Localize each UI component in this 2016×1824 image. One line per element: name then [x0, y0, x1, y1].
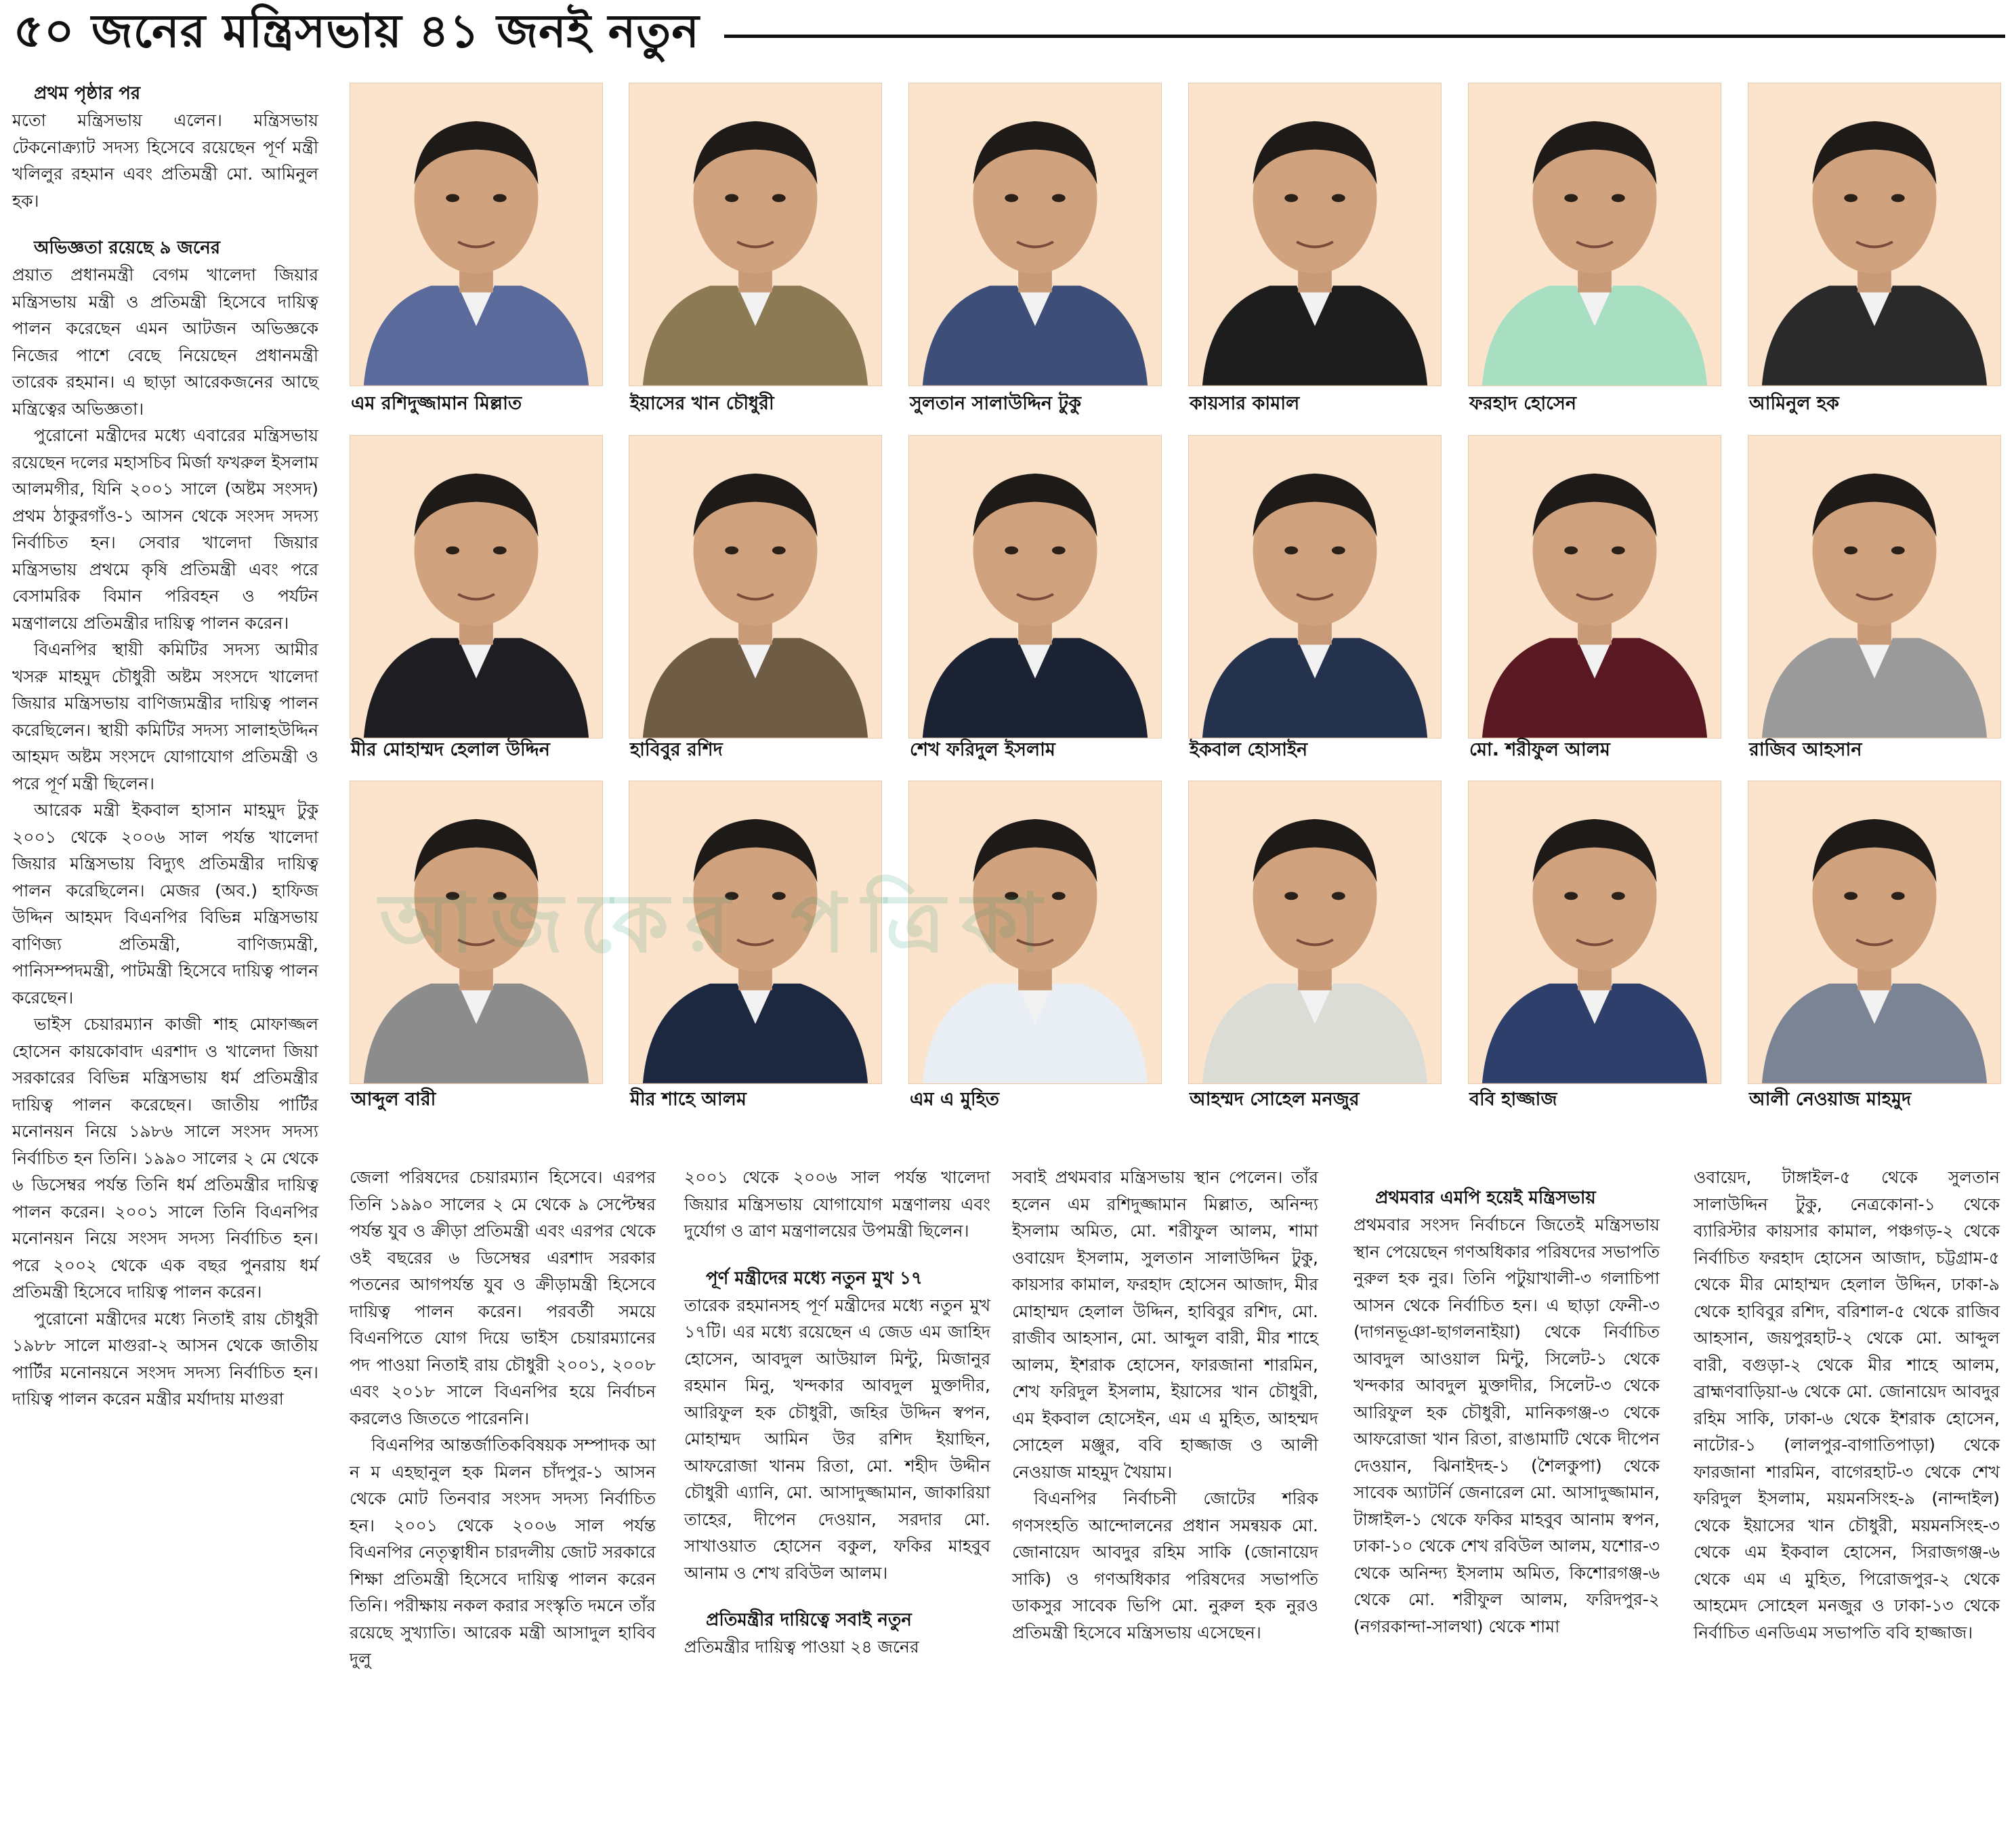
portrait-photo: [629, 781, 882, 1084]
portrait-photo: [908, 83, 1162, 386]
headline-bar: [14, 1, 2005, 66]
portrait-photo: [1748, 781, 2001, 1084]
photo-caption: ববি হাজ্জাজ: [1469, 1089, 1557, 1110]
portrait-photo: [629, 83, 882, 386]
photo-caption: এম এ মুহিত: [910, 1089, 1000, 1110]
paragraph: বিএনপির নির্বাচনী জোটের শরিক গণসংহতি আন্দোলনের প্রধান সমন্বয়ক মো. জোনায়েদ আবদুর রহিম সাকি (জোনায়েদ সাকি) ও গণঅধিকার পরিষদের সভাপতি ডাকসুর সাবেক ভিপি মো. নুরুল হক নুরও প্রতিমন্ত্রী হিসেবে মন্ত্রিসভায় এসেছেন।: [1012, 1489, 1318, 1642]
portrait-photo: [629, 435, 882, 739]
column-3: [684, 1164, 990, 1661]
photo-caption: আলী নেওয়াজ মাহমুদ: [1749, 1089, 1912, 1110]
portrait-photo: [1748, 435, 2001, 739]
headline: ৫০ জনের মন্ত্রিসভায় ৪১ জনই নতুন: [14, 4, 700, 58]
paragraph: প্রয়াত প্রধানমন্ত্রী বেগম খালেদা জিয়ার মন্ত্রিসভায় মন্ত্রী ও প্রতিমন্ত্রী হিসেবে দায়িত্ব পালন করেছেন এমন আটজন অভিজ্ঞকে নিজের পাশে বেছে নিয়েছেন প্রধানমন্ত্রী তারেক রহমান। এ ছাড়া আরেকজনের আছে মন্ত্রিত্বের অভিজ্ঞতা।: [12, 265, 318, 419]
paragraph: পুরোনো মন্ত্রীদের মধ্যে এবারের মন্ত্রিসভায় রয়েছেন দলের মহাসচিব মির্জা ফখরুল ইসলাম আলমগীর, যিনি ২০০১ সালে (অষ্টম সংসদ) প্রথম ঠাকুরগাঁও-১ আসন থেকে সংসদ সদস্য নির্বাচিত হন। সেবার খালেদা জিয়ার মন্ত্রিসভায় প্রথমে কৃষি প্রতিমন্ত্রী এবং পরে বেসামরিক বিমান পরিবহন ও পর্যটন মন্ত্রণালয়ে প্রতিমন্ত্রীর দায়িত্ব পালন করেন।: [12, 426, 318, 633]
photo-caption: মীর শাহে আলম: [630, 1089, 747, 1110]
photo-caption: সুলতান সালাউদ্দিন টুকু: [910, 393, 1082, 414]
paragraph: ওবায়েদ, টাঙ্গাইল-৫ থেকে সুলতান সালাউদ্দিন টুকু, নেত্রকোনা-১ থেকে ব্যারিস্টার কায়সার কামাল, পঞ্চগড়-২ থেকে নির্বাচিত ফরহাদ হোসেন আজাদ, চট্টগ্রাম-৫ থেকে মীর মোহাম্মদ হেলাল উদ্দিন, ঢাকা-৯ থেকে হাবিবুর রশিদ, বরিশাল-৫ থেকে রাজিব আহসান, জয়পুরহাট-২ থেকে মো. আব্দুল বারী, বগুড়া-২ থেকে মীর শাহে আলম, ব্রাহ্মণবাড়িয়া-৬ থেকে মো. জোনায়েদ আবদুর রহিম সাকি, ঢাকা-৬ থেকে ইশরাক হোসেন, নাটোর-১ (লালপুর-বাগাতিপাড়া) থেকে ফারজানা শারমিন, বাগেরহাট-৩ থেকে শেখ ফরিদুল ইসলাম, ময়মনসিংহ-৯ (নান্দাইল) থেকে ইয়াসের খান চৌধুরী, ময়মনসিংহ-৩ থেকে এম ইকবাল হোসেন, সিরাজগঞ্জ-৬ থেকে এম এ মুহিত, পিরোজপুর-২ থেকে আহমেদ সোহেল মনজুর ও ঢাকা-১৩ থেকে নির্বাচিত এনডিএম সভাপতি ববি হাজ্জাজ।: [1694, 1167, 2000, 1642]
portrait-photo: [908, 435, 1162, 739]
portrait-photo: [350, 781, 603, 1084]
subhead: প্রতিমন্ত্রীর দায়িত্বে সবাই নতুন: [706, 1610, 912, 1630]
photo-caption: আহম্মদ সোহেল মনজুর: [1190, 1089, 1360, 1110]
paragraph: প্রথমবার সংসদ নির্বাচনে জিতেই মন্ত্রিসভায় স্থান পেয়েছেন গণঅধিকার পরিষদের সভাপতি নুরুল হক নুর। তিনি পটুয়াখালী-৩ গলাচিপা আসন থেকে নির্বাচিত হন। এ ছাড়া ফেনী-৩ (দাগনভূঞা-ছাগলনাইয়া) থেকে নির্বাচিত আবদুল আওয়াল মিন্টু, সিলেট-১ থেকে খন্দকার আবদুল মুক্তাদীর, সিলেট-৩ থেকে আরিফুল হক চৌধুরী, মানিকগঞ্জ-৩ থেকে আফরোজা খান রিতা, রাঙামাটি থেকে দীপেন দেওয়ান, ঝিনাইদহ-১ (শৈলকুপা) থেকে সাবেক অ্যাটর্নি জেনারেল মো. আসাদুজ্জামান, টাঙ্গাইল-১ থেকে ফকির মাহবুব আনাম স্বপন, ঢাকা-১০ থেকে শেখ রবিউল আলম, যশোর-৩ থেকে অনিন্দ্য ইসলাম অমিত, কিশোরগঞ্জ-৬ থেকে মো. শরীফুল আলম, ফরিদপুর-২ (নগরকান্দা-সালথা) থেকে শামা: [1353, 1215, 1660, 1636]
photo-caption: ফরহাদ হোসেন: [1469, 393, 1576, 414]
headline-rule: [724, 35, 2005, 38]
portrait-photo: [1468, 83, 1721, 386]
photo-caption: হাবিবুর রশিদ: [630, 739, 723, 760]
portrait-photo: [1748, 83, 2001, 386]
portrait-photo: [1188, 435, 1442, 739]
column-5: [1353, 1184, 1660, 1640]
portrait-photo: [908, 781, 1162, 1084]
portrait-photo: [1188, 781, 1442, 1084]
subhead: প্রথমবার এমপি হয়েই মন্ত্রিসভায়: [1375, 1188, 1596, 1208]
portrait-photo: [1188, 83, 1442, 386]
paragraph: ২০০১ থেকে ২০০৬ সাল পর্যন্ত খালেদা জিয়ার মন্ত্রিসভায় যোগাযোগ মন্ত্রণালয় এবং দুর্যোগ ও ত্রাণ মন্ত্রণালয়ের উপমন্ত্রী ছিলেন।: [684, 1167, 990, 1241]
continued-label: প্রথম পৃষ্ঠার পর: [34, 83, 141, 104]
paragraph: তারেক রহমানসহ পূর্ণ মন্ত্রীদের মধ্যে নতুন মুখ ১৭টি। এর মধ্যে রয়েছেন এ জেড এম জাহিদ হোসেন, আবদুল আউয়াল মিন্টু, মিজানুর রহমান মিনু, খন্দকার আবদুল মুক্তাদীর, আরিফুল হক চৌধুরী, জহির উদ্দিন স্বপন, মোহাম্মদ আমিন উর রশিদ ইয়াছিন, আফরোজা খানম রিতা, মো. শহীদ উদ্দীন চৌধুরী এ্যানি, মো. আসাদুজ্জামান, জাকারিয়া তাহের, দীপেন দেওয়ান, সরদার মো. সাখাওয়াত হোসেন বকুল, ফকির মাহবুব আনাম ও শেখ রবিউল আলম।: [684, 1295, 990, 1583]
paragraph: মতো মন্ত্রিসভায় এলেন। মন্ত্রিসভায় টেকনোক্র্যাট সদস্য হিসেবে রয়েছেন পূর্ণ মন্ত্রী খলিলুর রহমান এবং প্রতিমন্ত্রী মো. আমিনুল হক।: [12, 110, 318, 211]
portrait-photo: [1468, 435, 1721, 739]
paragraph: বিএনপির আন্তর্জাতিকবিষয়ক সম্পাদক আ ন ম এহছানুল হক মিলন চাঁদপুর-১ আসন থেকে মোট তিনবার সংসদ সদস্য নির্বাচিত হন। ২০০১ থেকে ২০০৬ সাল পর্যন্ত বিএনপির নেতৃত্বাধীন চারদলীয় জোট সরকারে শিক্ষা প্রতিমন্ত্রী হিসেবে দায়িত্ব পালন করেন তিনি। পরীক্ষায় নকল করার সংস্কৃতি দমনে তাঁর রয়েছে সুখ্যাতি। আরেক মন্ত্রী আসাদুল হাবিব দুলু: [350, 1435, 656, 1669]
paragraph: সবাই প্রথমবার মন্ত্রিসভায় স্থান পেলেন। তাঁর হলেন এম রশিদুজ্জামান মিল্লাত, অনিন্দ্য ইসলাম অমিত, মো. শরীফুল আলম, শামা ওবায়েদ ইসলাম, সুলতান সালাউদ্দিন টুকু, কায়সার কামাল, ফরহাদ হোসেন আজাদ, মীর মোহাম্মদ হেলাল উদ্দিন, হাবিবুর রশিদ, মো. রাজীব আহসান, মো. আব্দুল বারী, মীর শাহে আলম, ইশরাক হোসেন, ফারজানা শারমিন, শেখ ফরিদুল ইসলাম, ইয়াসের খান চৌধুরী, এম ইকবাল হোসেইন, এম এ মুহিত, আহম্মদ সোহেল মঞ্জুর, ববি হাজ্জাজ ও আলী নেওয়াজ মাহমুদ খৈয়াম।: [1012, 1167, 1318, 1482]
portrait-photo: [1468, 781, 1721, 1084]
portrait-photo: [350, 435, 603, 739]
paragraph: আরেক মন্ত্রী ইকবাল হাসান মাহমুদ টুকু ২০০১ থেকে ২০০৬ সাল পর্যন্ত খালেদা জিয়ার মন্ত্রিসভায় বিদ্যুৎ প্রতিমন্ত্রীর দায়িত্ব পালন করেছিলেন। মেজর (অব.) হাফিজ উদ্দিন আহমদ বিএনপির বিভিন্ন মন্ত্রিসভায় বাণিজ্য প্রতিমন্ত্রী, বাণিজ্যমন্ত্রী, পানিসম্পদমন্ত্রী, পাটমন্ত্রী হিসেবে দায়িত্ব পালন করেছেন।: [12, 800, 318, 1008]
paragraph: ভাইস চেয়ারম্যান কাজী শাহ মোফাজ্জল হোসেন কায়কোবাদ এরশাদ ও খালেদা জিয়া সরকারের বিভিন্ন মন্ত্রিসভায় ধর্ম প্রতিমন্ত্রীর দায়িত্ব পালন করেছেন। জাতীয় পার্টির মনোনয়ন নিয়ে ১৯৮৬ সালে সংসদ সদস্য নির্বাচিত হন তিনি। ১৯৯০ সালের ২ মে থেকে ৬ ডিসেম্বর পর্যন্ত তিনি ধর্ম প্রতিমন্ত্রীর দায়িত্ব পালন করেন। ২০০১ সালে তিনি বিএনপির মনোনয়ন নিয়ে সংসদ সদস্য নির্বাচিত হন। পরে ২০০২ থেকে এক বছর পুনরায় ধর্ম প্রতিমন্ত্রী হিসেবে দায়িত্ব পালন করেন।: [12, 1014, 318, 1302]
photo-caption: এম রশিদুজ্জামান মিল্লাত: [351, 393, 522, 414]
photo-caption: মো. শরীফুল আলম: [1469, 739, 1610, 760]
left-column: [12, 80, 318, 1413]
column-4: [1012, 1164, 1318, 1646]
paragraph: পুরোনো মন্ত্রীদের মধ্যে নিতাই রায় চৌধুরী ১৯৮৮ সালে মাগুরা-২ আসন থেকে জাতীয় পার্টির মনোনয়নে সংসদ সদস্য নির্বাচিত হন। দায়িত্ব পালন করেন মন্ত্রীর মর্যাদায় মাগুরা: [12, 1308, 318, 1409]
paragraph: জেলা পরিষদের চেয়ারম্যান হিসেবে। এরপর তিনি ১৯৯০ সালের ২ মে থেকে ৯ সেপ্টেম্বর পর্যন্ত যুব ও ক্রীড়া প্রতিমন্ত্রী এবং এরপর থেকে ওই বছরের ৬ ডিসেম্বর এরশাদ সরকার পতনের আগপর্যন্ত যুব ও ক্রীড়ামন্ত্রী হিসেবে দায়িত্ব পালন করেন। পরবর্তী সময়ে বিএনপিতে যোগ দিয়ে ভাইস চেয়ারম্যানের পদ পাওয়া নিতাই রায় চৌধুরী ২০০১, ২০০৮ এবং ২০১৮ সালে বিএনপির হয়ে নির্বাচন করলেও জিততে পারেননি।: [350, 1167, 656, 1428]
photo-caption: কায়সার কামাল: [1190, 393, 1300, 414]
photo-caption: আব্দুল বারী: [351, 1089, 436, 1110]
column-2: [350, 1164, 656, 1673]
paragraph: প্রতিমন্ত্রীর দায়িত্ব পাওয়া ২৪ জনের: [684, 1637, 919, 1657]
photo-caption: ইকবাল হোসাইন: [1190, 739, 1308, 760]
paragraph: বিএনপির স্থায়ী কমিটির সদস্য আমীর খসরু মাহমুদ চৌধুরী অষ্টম সংসদে খালেদা জিয়ার মন্ত্রিসভায় বাণিজ্যমন্ত্রীর দায়িত্ব পালন করেছিলেন। স্থায়ী কমিটির সদস্য সালাহউদ্দিন আহমদ অষ্টম সংসদে যোগাযোগ প্রতিমন্ত্রী ও পরে পূর্ণ মন্ত্রী ছিলেন।: [12, 640, 318, 793]
photo-caption: শেখ ফরিদুল ইসলাম: [910, 739, 1055, 760]
photo-caption: আমিনুল হক: [1749, 393, 1839, 414]
photo-caption: রাজিব আহসান: [1749, 739, 1862, 760]
photo-caption: ইয়াসের খান চৌধুরী: [630, 393, 774, 414]
portrait-photo: [350, 83, 603, 386]
subhead: পূর্ণ মন্ত্রীদের মধ্যে নতুন মুখ ১৭: [706, 1268, 923, 1289]
photo-caption: মীর মোহাম্মদ হেলাল উদ্দিন: [351, 739, 550, 760]
column-6: [1694, 1164, 2000, 1646]
subhead: অভিজ্ঞতা রয়েছে ৯ জনের: [34, 238, 221, 258]
